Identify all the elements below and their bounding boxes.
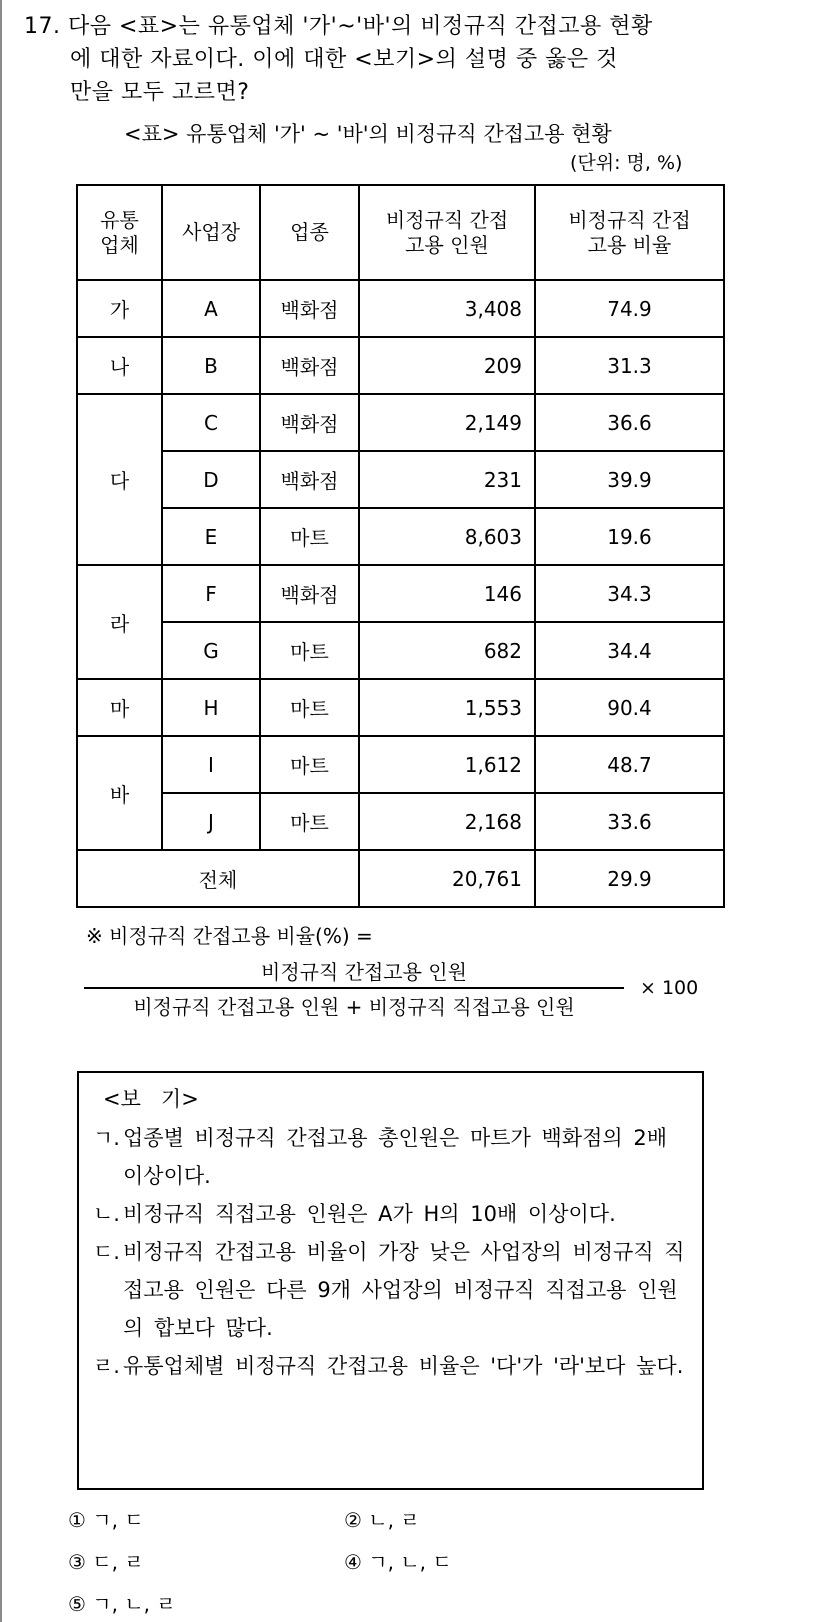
formula-note-label: ※ 비정규직 간접고용 비율(%) =	[86, 924, 373, 948]
table-header-row	[77, 185, 724, 280]
cell-count: 2,168	[359, 793, 535, 850]
cell-total-label: 전체	[77, 850, 359, 907]
bogi-title: <보 기>	[103, 1087, 199, 1111]
cell-count: 146	[359, 565, 535, 622]
bogi-text: 업종별 비정규직 간접고용 총인원은 마트가 백화점의 2배 이상이다.	[123, 1126, 667, 1188]
formula-numerator: 비정규직 간접고용 인원	[84, 956, 624, 989]
bogi-text: 유통업체별 비정규직 간접고용 비율은 '다'가 '라'보다 높다.	[123, 1354, 684, 1378]
cell-site: I	[162, 736, 260, 793]
bogi-item	[93, 1119, 693, 1195]
cell-type: 백화점	[260, 565, 359, 622]
cell-type: 마트	[260, 793, 359, 850]
cell-site: H	[162, 679, 260, 736]
cell-total-ratio: 29.9	[535, 850, 724, 907]
cell-company: 다	[77, 394, 162, 565]
formula-fraction	[84, 956, 624, 1020]
table-title: <표> 유통업체 '가' ~ '바'의 비정규직 간접고용 현황	[124, 122, 612, 146]
question-stem	[24, 10, 764, 109]
bogi-item	[93, 1233, 693, 1347]
table-row	[77, 622, 724, 679]
cell-type: 마트	[260, 508, 359, 565]
bogi-items	[93, 1119, 693, 1385]
choice-5[interactable]: ⑤ ㄱ, ㄴ, ㄹ	[68, 1592, 176, 1616]
bogi-item	[93, 1195, 693, 1233]
table-unit: (단위: 명, %)	[570, 152, 683, 174]
cell-ratio: 74.9	[535, 280, 724, 337]
question-number: 17.	[24, 14, 61, 39]
cell-site: B	[162, 337, 260, 394]
cell-ratio: 34.3	[535, 565, 724, 622]
cell-ratio: 36.6	[535, 394, 724, 451]
cell-count: 8,603	[359, 508, 535, 565]
bogi-item	[93, 1347, 693, 1385]
cell-count: 1,553	[359, 679, 535, 736]
cell-company: 나	[77, 337, 162, 394]
header-count: 비정규직 간접고용 인원	[359, 185, 535, 280]
cell-company: 마	[77, 679, 162, 736]
table-row	[77, 679, 724, 736]
cell-count: 1,612	[359, 736, 535, 793]
data-table	[76, 184, 725, 908]
cell-site: G	[162, 622, 260, 679]
choice-2[interactable]: ② ㄴ, ㄹ	[344, 1508, 420, 1532]
cell-type: 백화점	[260, 451, 359, 508]
table-row	[77, 280, 724, 337]
table-row	[77, 337, 724, 394]
cell-ratio: 48.7	[535, 736, 724, 793]
cell-ratio: 33.6	[535, 793, 724, 850]
bogi-text: 비정규직 직접고용 인원은 A가 H의 10배 이상이다.	[123, 1202, 616, 1226]
bogi-box	[77, 1071, 704, 1490]
header-ratio: 비정규직 간접고용 비율	[535, 185, 724, 280]
cell-site: A	[162, 280, 260, 337]
choice-4[interactable]: ④ ㄱ, ㄴ, ㄷ	[344, 1550, 452, 1574]
cell-ratio: 19.6	[535, 508, 724, 565]
cell-type: 마트	[260, 736, 359, 793]
cell-site: J	[162, 793, 260, 850]
header-company: 유통 업체	[77, 185, 162, 280]
question-line-2: 에 대한 자료이다. 이에 대한 <보기>의 설명 중 옳은 것	[70, 47, 618, 72]
cell-count: 209	[359, 337, 535, 394]
question-line-1: 17. 다음 <표>는 유통업체 '가'~'바'의 비정규직 간접고용 현황	[24, 14, 653, 39]
cell-total-count: 20,761	[359, 850, 535, 907]
cell-site: D	[162, 451, 260, 508]
bogi-marker: ㄴ.	[93, 1202, 120, 1226]
table-row	[77, 508, 724, 565]
cell-type: 백화점	[260, 280, 359, 337]
bogi-marker: ㄷ.	[93, 1240, 120, 1264]
page-left-border	[0, 0, 2, 1622]
formula-multiplier: × 100	[640, 977, 699, 999]
header-type: 업종	[260, 185, 359, 280]
choice-1[interactable]: ① ㄱ, ㄷ	[68, 1508, 144, 1532]
cell-count: 2,149	[359, 394, 535, 451]
header-site: 사업장	[162, 185, 260, 280]
cell-type: 백화점	[260, 394, 359, 451]
table-row	[77, 736, 724, 793]
choice-3[interactable]: ③ ㄷ, ㄹ	[68, 1550, 144, 1574]
table-row	[77, 451, 724, 508]
cell-ratio: 31.3	[535, 337, 724, 394]
bogi-marker: ㄹ.	[93, 1354, 120, 1378]
cell-ratio: 90.4	[535, 679, 724, 736]
cell-company: 바	[77, 736, 162, 850]
cell-ratio: 34.4	[535, 622, 724, 679]
cell-ratio: 39.9	[535, 451, 724, 508]
bogi-text: 비정규직 간접고용 비율이 가장 낮은 사업장의 비정규직 직접고용 인원은 다른 9개 사업장의 비정규직 직접고용 인원의 합보다 많다.	[123, 1240, 685, 1340]
cell-site: E	[162, 508, 260, 565]
question-line-3: 만을 모두 고르면?	[70, 80, 250, 105]
cell-type: 백화점	[260, 337, 359, 394]
formula-denominator: 비정규직 간접고용 인원 + 비정규직 직접고용 인원	[133, 995, 575, 1019]
cell-type: 마트	[260, 622, 359, 679]
cell-count: 3,408	[359, 280, 535, 337]
table-total-row	[77, 850, 724, 907]
bogi-marker: ㄱ.	[93, 1126, 120, 1150]
cell-company: 가	[77, 280, 162, 337]
table-row	[77, 565, 724, 622]
cell-site: F	[162, 565, 260, 622]
table-row	[77, 793, 724, 850]
cell-company: 라	[77, 565, 162, 679]
cell-type: 마트	[260, 679, 359, 736]
cell-count: 682	[359, 622, 535, 679]
cell-site: C	[162, 394, 260, 451]
table-row	[77, 394, 724, 451]
cell-count: 231	[359, 451, 535, 508]
